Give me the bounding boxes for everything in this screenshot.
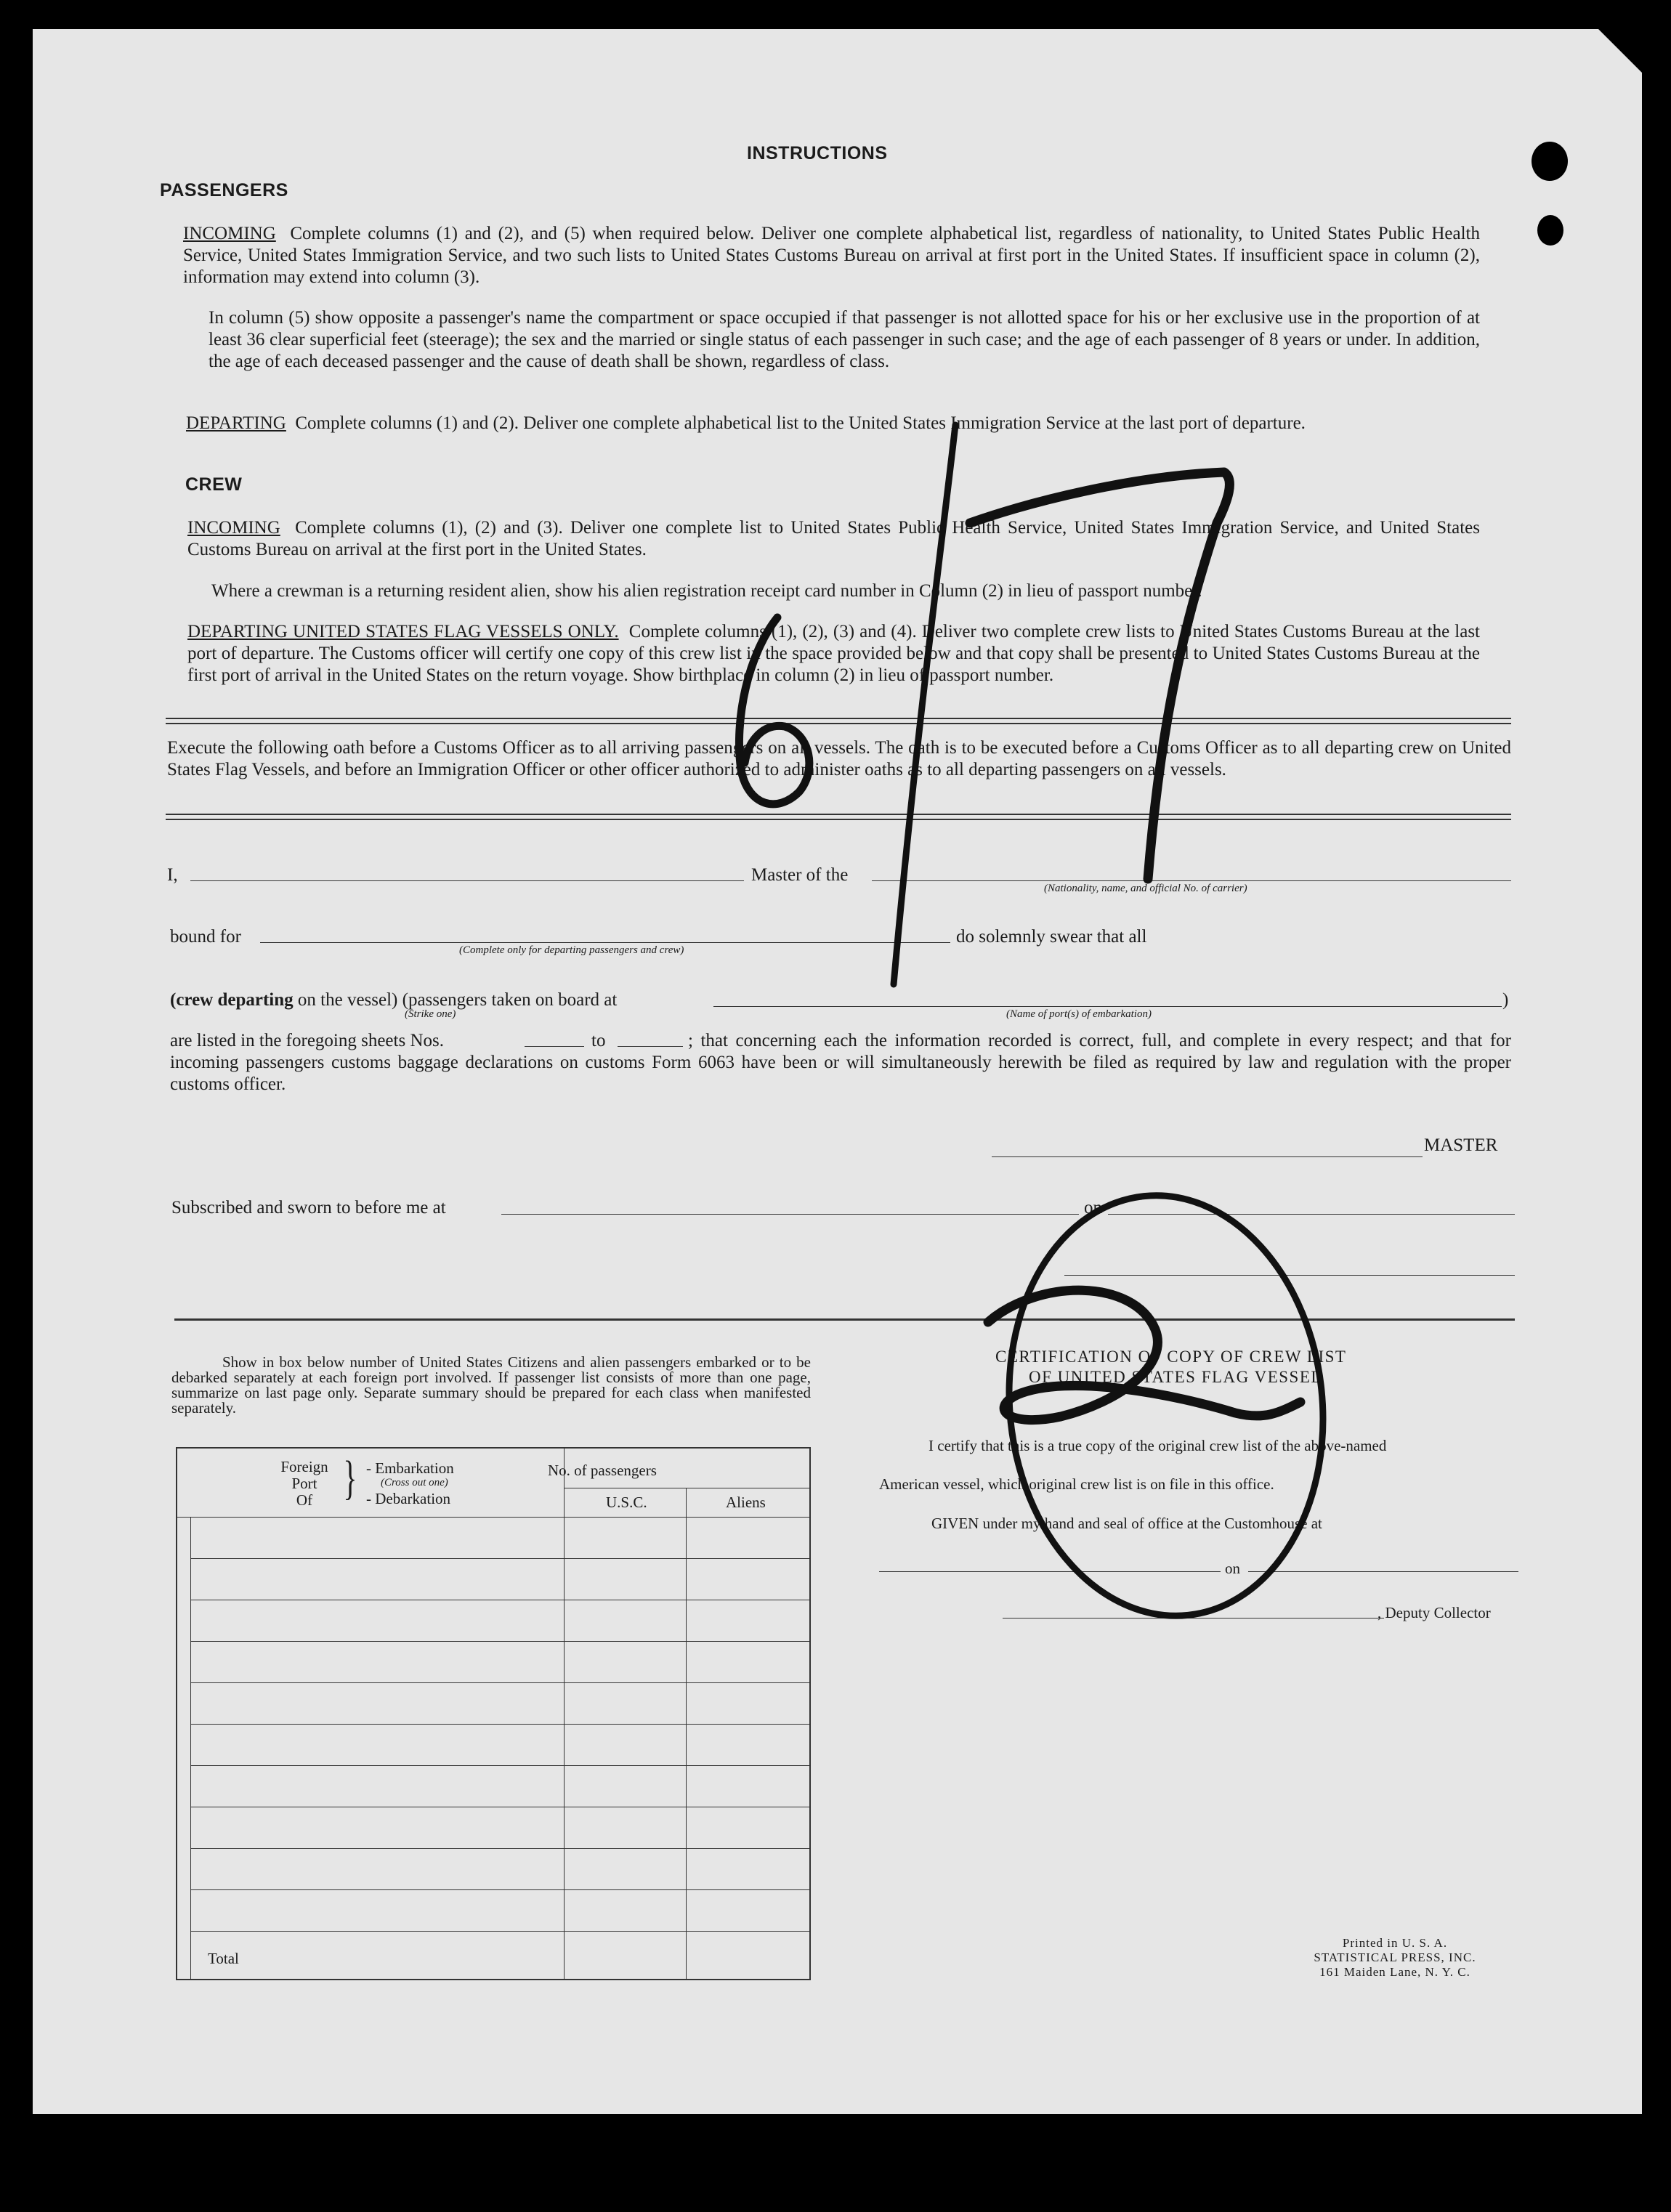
handwritten-seven — [970, 472, 1229, 879]
given-line: GIVEN under my hand and seal of office at the Customhouse at — [931, 1515, 1322, 1532]
brace-icon: } — [343, 1451, 357, 1504]
crew-passengers-line: (crew departing on the vessel) (passengers taken on board at — [170, 990, 618, 1010]
master-of-the-label: Master of the — [751, 865, 849, 885]
handwritten-slash — [894, 425, 955, 984]
passengers-incoming-instruction: INCOMING Complete columns (1) and (2), and (5) when required below. Deliver one complete alphabetical list, regardless of nationality, to United States Public Health Service, United States Immigration Service, and two such lists to United States Customs Bureau on arrival at first port in the United States. If insufficient space in column (2), information may extend into column (3). — [183, 224, 1480, 287]
column5-instruction: In column (5) show opposite a passenger's name the compartment or space occupied if that passenger is not allotted space for his or her exclusive use in the proportion of at least 36 clear superficial feet (steerage); the sex and the married or single status of each passenger in such case; and the age of each passenger of 8 years or under. In addition, the age of each deceased passenger and the cause of death shall be shown, regardless of class. — [209, 308, 1480, 371]
sheets-to-label: to — [591, 1031, 606, 1050]
passengers-incoming-label: INCOMING — [183, 224, 276, 243]
crew-departing-instruction: DEPARTING UNITED STATES FLAG VESSELS ONLY. Complete columns (1), (2), (3) and (4). Deliver two complete crew lists to United States Customs Bureau at the last port of departure. The Customs officer will certify one copy of this crew list in the space provided below and that copy shall be presented to United States Customs Bureau at the first port of arrival in the United States on the return voyage. Show birthplace in column (2) in lieu of passport number. — [187, 622, 1481, 685]
oath-instruction: Execute the following oath before a Customs Officer as to all arriving passengers on all vessels. The oath is to be executed before a Customs Officer as to all departing crew on United States Flag Vessels, and before an Immigration Officer or other officer authorized to administer oaths as to all departing passengers on all vessels. — [167, 738, 1511, 779]
bound-for-caption: (Complete only for departing passengers and crew) — [459, 944, 684, 956]
certify-line-1: I certify that this is a true copy of the original crew list of the above-named — [928, 1437, 1387, 1454]
deputy-collector-label: , Deputy Collector — [1377, 1604, 1491, 1621]
oath-i-label: I, — [167, 865, 178, 885]
passengers-heading: PASSENGERS — [160, 180, 288, 200]
passengers-taken-option[interactable]: (passengers taken on board at — [402, 990, 618, 1010]
no-of-passengers-header: No. of passengers — [548, 1462, 657, 1479]
certification-title-1: CERTIFICATION OF COPY OF CREW LIST — [995, 1348, 1347, 1366]
crew-heading: CREW — [185, 474, 243, 495]
certification-title-2: OF UNITED STATES FLAG VESSEL — [1029, 1368, 1322, 1386]
total-label: Total — [208, 1950, 239, 1967]
swear-text: do solemnly swear that all — [956, 927, 1147, 947]
crew-departing-label: DEPARTING UNITED STATES FLAG VESSELS ONLY. — [187, 622, 619, 641]
crew-departing-option[interactable]: (crew departing — [170, 990, 294, 1010]
debarkation-option[interactable]: - Debarkation — [366, 1490, 451, 1507]
master-label: MASTER — [1424, 1135, 1498, 1155]
crewman-instruction: Where a crewman is a returning resident alien, show his alien registration receipt card number in Column (2) in lieu of passport number. — [211, 581, 1202, 601]
bound-for-label: bound for — [170, 927, 241, 947]
crew-incoming-label: INCOMING — [187, 518, 280, 538]
strike-one-caption: (Strike one) — [405, 1008, 456, 1020]
cross-out-caption: (Cross out one) — [381, 1477, 448, 1488]
close-paren: ) — [1502, 990, 1509, 1010]
instructions-title: INSTRUCTIONS — [747, 143, 888, 163]
crew-incoming-instruction: INCOMING Complete columns (1), (2) and (3). Deliver one complete list to United States Public Health Service, United States Immigration Service, and United States Customs Bureau on arrival at the first port in the United States. — [187, 518, 1480, 559]
carrier-caption: (Nationality, name, and official No. of carrier) — [1044, 883, 1247, 894]
embarkation-option[interactable]: - Embarkation — [366, 1459, 454, 1477]
aliens-header: Aliens — [726, 1494, 766, 1511]
certify-line-2: American vessel, which original crew list is on file in this office. — [879, 1475, 1274, 1493]
usc-header: U.S.C. — [606, 1494, 647, 1511]
foreign-port-header: Foreign Port Of — [280, 1458, 328, 1509]
sheets-nos-line: are listed in the foregoing sheets Nos. — [170, 1031, 444, 1050]
printer-imprint: Printed in U. S. A. STATISTICAL PRESS, INC. 161 Maiden Lane, N. Y. C. — [1314, 1936, 1476, 1979]
sheets-rest-text: ; that concerning each the information recorded is correct, full, and complete in every respect; and that for incoming passengers customs baggage declarations on customs Form 6063 have been or will simultaneously herewith be filed as required by law and regulation with the proper customs officer. — [170, 1031, 1511, 1094]
certification-on-label: on — [1225, 1560, 1240, 1577]
ports-caption: (Name of port(s) of embarkation) — [1006, 1008, 1152, 1020]
handwritten-two — [988, 1290, 1300, 1419]
subscribed-on-label: on — [1084, 1198, 1102, 1218]
subscribed-label: Subscribed and sworn to before me at — [171, 1198, 446, 1218]
passengers-departing-label: DEPARTING — [186, 413, 286, 433]
handwritten-six — [739, 617, 809, 804]
summary-instruction: Show in box below number of United States Citizens and alien passengers embarked or to be debarked separately at each foreign port involved. If passenger list consists of more than one page, summarize on last page only. Separate summary should be prepared for each class when manifested separately. — [171, 1353, 811, 1417]
passengers-departing-instruction: DEPARTING Complete columns (1) and (2). Deliver one complete alphabetical list to the United States Immigration Service at the last port of departure. — [186, 413, 1306, 433]
